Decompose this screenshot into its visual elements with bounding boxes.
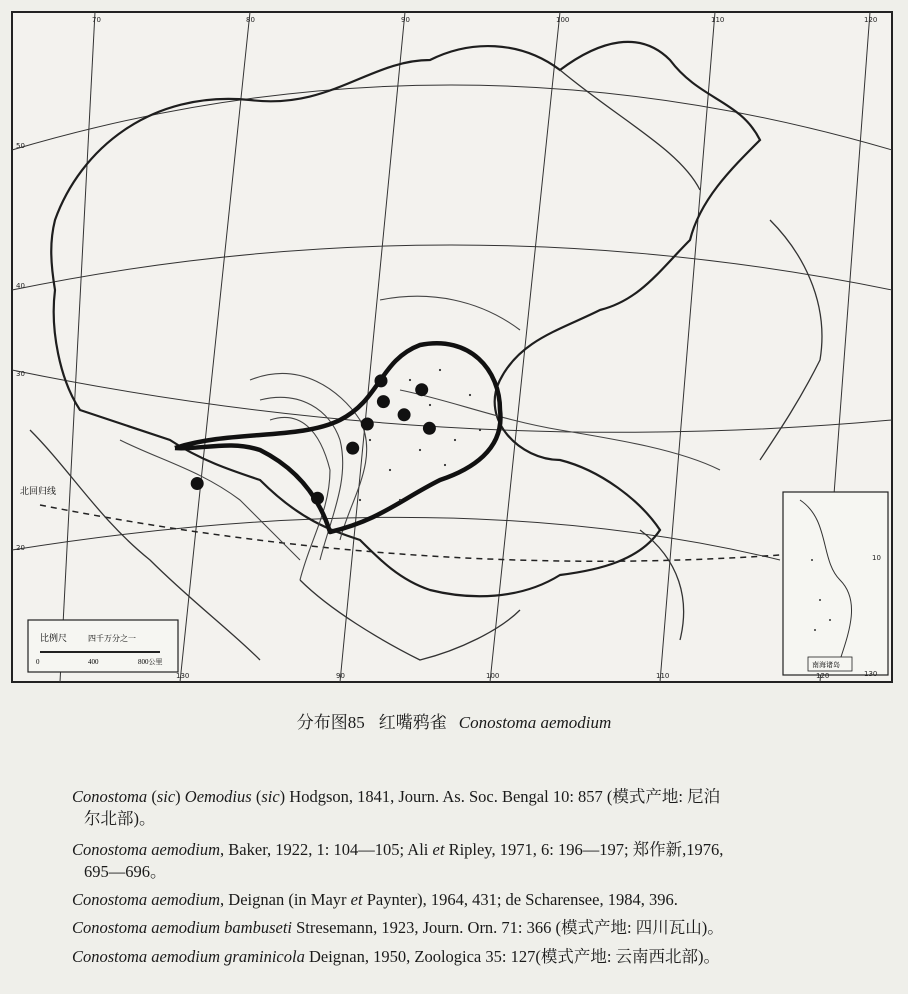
scale-ratio: 四千万分之一 [88, 634, 136, 643]
ref-sic: sic [156, 787, 176, 806]
tropic-label: 北回归线 [20, 487, 57, 497]
inset-map [783, 492, 888, 675]
lon-label: 100 [556, 16, 570, 24]
scale-label: 比例尺 [40, 634, 68, 644]
reference-entry [72, 786, 902, 831]
scale-tick: 0 [36, 658, 40, 666]
lat-label: 50 [16, 142, 25, 150]
record-point [423, 422, 436, 435]
ref-text: , Baker, 1922, 1: 104—105; Ali [220, 839, 433, 859]
ref-sic: sic [261, 787, 280, 806]
record-point [398, 408, 411, 421]
reference-entry [72, 946, 902, 968]
lat-label: 20 [16, 544, 25, 552]
lon-label: 90 [401, 16, 410, 24]
lon-label: 120 [816, 672, 830, 680]
lon-label: 120 [864, 16, 878, 24]
lat-label: 10 [872, 554, 881, 562]
scale-tick: 800公里 [138, 658, 163, 666]
record-point [191, 477, 204, 490]
ref-text: ( [251, 787, 262, 806]
lon-label: 80 [246, 16, 255, 24]
lon-label: 90 [336, 672, 345, 680]
figure-caption [0, 708, 908, 733]
ref-et: et [350, 890, 363, 910]
record-point [311, 492, 324, 505]
lon-label: 110 [656, 672, 670, 680]
lon-label: 110 [711, 16, 725, 24]
ref-text: , Deignan (in Mayr [220, 890, 351, 910]
ref-text: Stresemann, 1923, Journ. Orn. 71: 366 (模式产地: 四川瓦山)。 [292, 918, 724, 938]
ref-name: Conostoma aemodium graminicola [72, 946, 305, 966]
lat-label: 40 [16, 282, 25, 290]
ref-text: ) [175, 787, 185, 806]
lat-label: 30 [16, 370, 25, 378]
ref-text: Deignan, 1950, Zoologica 35: 127(模式产地: 云南西北部)。 [304, 946, 721, 966]
record-point [377, 395, 390, 408]
inset-label: 南海诸岛 [812, 661, 840, 669]
synonymy-list [72, 786, 902, 968]
lon-label: 130 [176, 672, 190, 680]
reference-entry [72, 889, 902, 911]
ref-name: Conostoma aemodium [72, 890, 221, 910]
ref-genus: Conostoma [72, 787, 148, 806]
figure-number: 分布图85 [296, 713, 365, 732]
ref-text: Paynter), 1964, 431; de Scharensee, 1984, 396. [362, 890, 678, 910]
scale-tick: 400 [88, 658, 99, 666]
record-point [375, 374, 388, 387]
ref-continuation: 尔北部)。 [84, 809, 156, 829]
ref-et: et [432, 839, 445, 859]
record-point [346, 442, 359, 455]
lon-label: 70 [92, 16, 101, 24]
reference-entry [72, 839, 902, 884]
ref-name: Conostoma aemodium bambuseti [72, 918, 292, 938]
lon-label: 100 [486, 672, 500, 680]
chinese-name: 红嘴鸦雀 [378, 713, 447, 732]
record-point [361, 418, 374, 431]
scale-bar [28, 620, 178, 672]
ref-name: Conostoma aemodium [72, 839, 221, 859]
record-point [415, 383, 428, 396]
ref-species: Oemodius [184, 787, 252, 806]
lon-label: 130 [864, 670, 878, 678]
ref-continuation: 695—696。 [84, 861, 167, 881]
ref-text: ) Hodgson, 1841, Journ. As. Soc. Bengal 10: 857 (模式产地: 尼泊 [279, 787, 721, 806]
ref-text: ( [147, 787, 157, 806]
reference-entry [72, 917, 902, 939]
ref-text: Ripley, 1971, 6: 196—197; 郑作新,1976, [444, 839, 724, 859]
species-name: Conostoma aemodium [458, 713, 612, 732]
